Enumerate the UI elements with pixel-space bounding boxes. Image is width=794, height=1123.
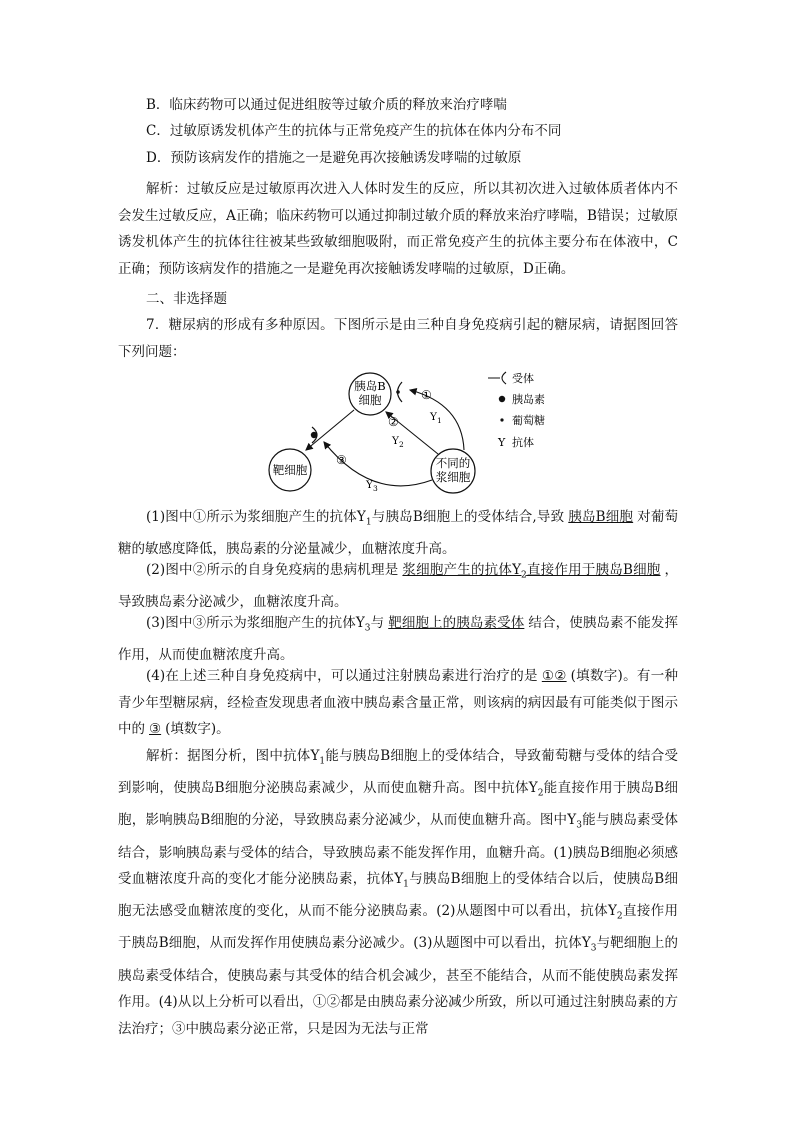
target-cell-label: 靶细胞 xyxy=(272,463,308,477)
islet-b-cell-label-2: 细胞 xyxy=(358,393,382,407)
legend-insulin-label: 胰岛素 xyxy=(512,393,545,406)
section-title: 二、非选择题 xyxy=(146,291,227,307)
option-c: C．过敏原诱发机体产生的抗体与正常免疫产生的抗体在体内分布不同 xyxy=(146,123,562,139)
plasma-cells-label-2: 浆细胞 xyxy=(435,470,471,484)
marker-1: ① xyxy=(421,388,432,402)
legend-insulin-symbol xyxy=(499,396,505,402)
answer-4b: ③ xyxy=(149,721,162,737)
y2-sub: 2 xyxy=(399,440,404,449)
question-7-part-3: (3)图中③所示为浆细胞产生的抗体$Y_3$与 靶细胞上的胰岛素受体 结合，使胰岛素不能发挥作用，从而使血糖浓度升高。 xyxy=(118,615,678,664)
plasma-cells-label-1: 不同的 xyxy=(435,456,471,470)
y2-label: Y xyxy=(392,435,399,447)
answer-1: 胰岛B细胞 xyxy=(568,509,634,525)
analysis-paragraph-2: 解析：据图分析，图中抗体$Y_1$能与胰岛B细胞上的受体结合，导致葡萄糖与受体的结合受到影响，使胰岛B细胞分泌胰岛素减少，从而使血糖升高。图中抗体$Y_2$能直接作用于胰岛B细胞，影响胰岛B细胞的分泌，导致胰岛素分泌减少，从而使血糖升高。图中$Y_3$能与胰岛素受体结合，影响胰岛素与受体的结合，导致胰岛素不能发挥作用，血糖升高。(1)胰岛B细胞必须感受血糖浓度升高的变化才能分泌胰岛素，抗体$Y_1$与胰岛B细胞上的受体结合以后，使胰岛B细胞无法感受血糖浓度的变化，从而不能分泌胰岛素。(2)从题图中可以看出，抗体$Y_2$直接作用于胰岛B细胞，从而发挥作用使胰岛素分泌减少。(3)从题图中可以看出，抗体$Y_3$与靶细胞上的胰岛素受体结合，使胰岛素与其受体的结合机会减少，甚至不能结合，从而不能使胰岛素发挥作用。(4)从以上分析可以看出，①②都是由胰岛素分泌减少所致，所以可通过注射胰岛素的方法治疗；③中胰岛素分泌正常，只是因为无法与正常 xyxy=(118,748,678,1037)
y3-label: Y xyxy=(366,479,373,491)
legend-glucose-symbol xyxy=(500,418,503,421)
y3-sub: 3 xyxy=(373,484,378,493)
marker-2: ② xyxy=(388,415,399,429)
legend-antibody-symbol: Y xyxy=(498,436,506,449)
insulin-arrow xyxy=(306,410,354,450)
marker-3: ③ xyxy=(336,453,347,467)
question-7-part-2: (2)图中②所示的自身免疫病的患病机理是 浆细胞产生的抗体$Y_2$直接作用于胰岛B细胞 ，导致胰岛素分泌减少，血糖浓度升高。 xyxy=(118,562,679,611)
diabetes-diagram xyxy=(262,368,562,498)
legend-receptor-label: 受体 xyxy=(512,372,534,385)
option-b: B．临床药物可以通过促进组胺等过敏介质的释放来治疗哮喘 xyxy=(146,97,507,113)
answer-2: 浆细胞产生的抗体$Y_2$直接作用于胰岛B细胞 xyxy=(402,562,661,581)
legend-receptor-symbol xyxy=(488,372,506,384)
analysis-paragraph-1: 解析：过敏反应是过敏原再次进入人体时发生的反应，所以其初次进入过敏体质者体内不会发生过敏反应，A正确；临床药物可以通过抑制过敏介质的释放来治疗哮喘，B错误；过敏原诱发机体产生的抗体往往被某些致敏细胞吸附，而正常免疫产生的抗体主要分布在体液中，C正确；预防该病发作的措施之一是避免再次接触诱发哮喘的过敏原，D正确。 xyxy=(118,181,678,277)
legend-glucose-label: 葡萄糖 xyxy=(512,414,545,427)
answer-3: 靶细胞上的胰岛素受体 xyxy=(388,615,525,631)
question-7-part-4: (4)在上述三种自身免疫病中，可以通过注射胰岛素进行治疗的是 ①② (填数字)。有一种青少年型糖尿病，经检查发现患者血液中胰岛素含量正常，则该病的病因最有可能类似于图示中的 ③ (填数字)。 xyxy=(118,668,678,737)
islet-b-cell-label-1: 胰岛B xyxy=(354,379,386,393)
question-7-part-1: (1)图中①所示为浆细胞产生的抗体$Y_1$与胰岛B细胞上的受体结合,导致 胰岛B细胞 对葡萄糖的敏感度降低，胰岛素的分泌量减少，血糖浓度升高。 xyxy=(118,509,679,558)
glucose-dot xyxy=(396,390,400,394)
y1-label: Y xyxy=(430,411,437,423)
question-7-stem: 7．糖尿病的形成有多种原因。下图所示是由三种自身免疫病引起的糖尿病，请据图回答下列问题： xyxy=(118,317,678,360)
answer-4a: ①② xyxy=(541,668,567,684)
y1-sub: 1 xyxy=(437,416,442,425)
option-d: D．预防该病发作的措施之一是避免再次接触诱发哮喘的过敏原 xyxy=(146,150,522,166)
legend-antibody-label: 抗体 xyxy=(512,436,534,449)
